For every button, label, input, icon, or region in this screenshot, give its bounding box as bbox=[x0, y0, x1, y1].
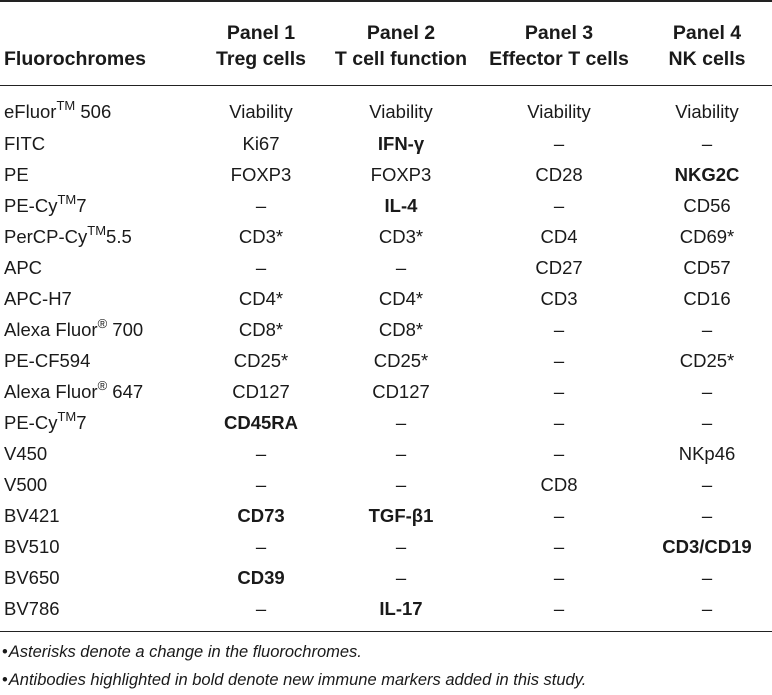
table-row bbox=[0, 315, 772, 346]
panel-2-marker: TGF-β1 bbox=[368, 505, 434, 526]
panel-4-marker: – bbox=[701, 319, 713, 340]
panel-1-marker: – bbox=[255, 536, 267, 557]
panel-2-marker: Viability bbox=[369, 101, 433, 122]
header-panel-1 bbox=[196, 1, 326, 85]
fluorochrome-name: BV786 bbox=[4, 598, 60, 619]
panel-3-marker: CD3 bbox=[540, 288, 578, 309]
panel-2-marker: CD3* bbox=[378, 226, 424, 247]
panel-1-marker: Ki67 bbox=[242, 133, 280, 154]
panel-1-marker: CD73 bbox=[237, 505, 285, 526]
panel-2-marker: CD8* bbox=[378, 319, 424, 340]
fluorochrome-name: FITC bbox=[4, 133, 46, 154]
fluorochrome-cell bbox=[0, 129, 196, 160]
fluorochrome-name: BV421 bbox=[4, 505, 60, 526]
panel-3-marker: Viability bbox=[527, 101, 591, 122]
trademark-superscript: TM bbox=[87, 223, 107, 238]
fluorochrome-suffix: 7 bbox=[76, 412, 87, 433]
fluorochrome-cell bbox=[0, 253, 196, 284]
fluorochrome-cell bbox=[0, 160, 196, 191]
panel-3-marker: CD8 bbox=[540, 474, 578, 495]
fluorochrome-suffix: 700 bbox=[107, 319, 144, 340]
fluorochrome-cell bbox=[0, 532, 196, 563]
panel-2-marker: CD127 bbox=[372, 381, 430, 402]
fluorochrome-name: PerCP-Cy bbox=[4, 226, 88, 247]
panel-4-marker: – bbox=[701, 505, 713, 526]
fluorochrome-cell bbox=[0, 191, 196, 222]
header-row bbox=[0, 1, 772, 85]
fluorochrome-cell bbox=[0, 470, 196, 501]
panel-2-marker: – bbox=[395, 567, 407, 588]
panel-1-marker: CD39 bbox=[237, 567, 285, 588]
panel-1-marker: CD25* bbox=[233, 350, 289, 371]
panel-2-marker: IL-4 bbox=[384, 195, 418, 216]
panel-4-marker: CD69* bbox=[679, 226, 735, 247]
table-body bbox=[0, 85, 772, 631]
panel-2-marker: CD4* bbox=[378, 288, 424, 309]
header-line2: Treg cells bbox=[216, 47, 306, 70]
panel-3-marker: – bbox=[553, 443, 565, 464]
panel-4-marker: CD3/CD19 bbox=[662, 536, 752, 557]
panel-1-marker: CD4* bbox=[238, 288, 284, 309]
fluorochrome-cell bbox=[0, 222, 196, 253]
panel-3-marker: – bbox=[553, 536, 565, 557]
header-panel-2 bbox=[326, 1, 476, 85]
fluorochrome-name: Alexa Fluor bbox=[4, 381, 98, 402]
panel-2-marker: – bbox=[395, 257, 407, 278]
fluorochrome-suffix: 7 bbox=[76, 195, 87, 216]
panel-4-marker: CD25* bbox=[679, 350, 735, 371]
footnote-asterisk: • Asterisks denote a change in the fluorochromes. bbox=[0, 638, 772, 666]
table-row bbox=[0, 470, 772, 501]
footnotes bbox=[0, 632, 772, 694]
table-row bbox=[0, 346, 772, 377]
trademark-superscript: ® bbox=[97, 316, 108, 331]
panel-4-marker: Viability bbox=[675, 101, 739, 122]
fluorochrome-suffix: 5.5 bbox=[106, 226, 132, 247]
panel-3-marker: – bbox=[553, 505, 565, 526]
panel-3-marker: – bbox=[553, 412, 565, 433]
trademark-superscript: TM bbox=[57, 409, 77, 424]
header-line1: Panel 1 bbox=[226, 21, 296, 44]
panel-1-marker: – bbox=[255, 443, 267, 464]
fluorochrome-name: PE-CF594 bbox=[4, 350, 91, 371]
header-line2: NK cells bbox=[668, 47, 746, 70]
fluorochrome-name: PE-Cy bbox=[4, 412, 58, 433]
panel-2-marker: CD25* bbox=[373, 350, 429, 371]
header-line1: Panel 3 bbox=[524, 21, 594, 44]
panel-2-marker: IL-17 bbox=[326, 594, 476, 632]
panel-1-marker: – bbox=[255, 474, 267, 495]
panel-4-marker: – bbox=[701, 567, 713, 588]
fluorochrome-cell bbox=[0, 408, 196, 439]
fluorochrome-cell bbox=[0, 563, 196, 594]
panel-3-marker: – bbox=[476, 594, 642, 632]
fluorochrome-name: BV650 bbox=[4, 567, 60, 588]
table-row bbox=[0, 439, 772, 470]
panel-3-marker: – bbox=[553, 381, 565, 402]
fluorochrome-cell bbox=[0, 346, 196, 377]
table-row bbox=[0, 191, 772, 222]
fluorochrome-cell bbox=[0, 501, 196, 532]
panel-4-marker: CD57 bbox=[683, 257, 731, 278]
panel-1-marker: CD127 bbox=[232, 381, 290, 402]
panel-3-marker: – bbox=[553, 195, 565, 216]
table-row bbox=[0, 129, 772, 160]
panel-3-marker: – bbox=[553, 319, 565, 340]
fluorochrome-cell bbox=[0, 377, 196, 408]
header-panel-4 bbox=[642, 1, 772, 85]
fluorochrome-suffix: 506 bbox=[75, 101, 112, 122]
table-header bbox=[0, 1, 772, 85]
panel-4-marker: – bbox=[701, 412, 713, 433]
panel-3-marker: – bbox=[553, 350, 565, 371]
header-line1: Panel 2 bbox=[366, 21, 436, 44]
fluorochrome-name: Alexa Fluor bbox=[4, 319, 98, 340]
table-row bbox=[0, 594, 772, 632]
table-row bbox=[0, 563, 772, 594]
fluorochrome-cell bbox=[0, 439, 196, 470]
panel-3-marker: CD27 bbox=[535, 257, 583, 278]
table-row bbox=[0, 85, 772, 129]
trademark-superscript: TM bbox=[57, 192, 77, 207]
panel-1-marker: – bbox=[196, 594, 326, 632]
panel-2-marker: – bbox=[395, 412, 407, 433]
panel-1-marker: Viability bbox=[229, 101, 293, 122]
panel-2-marker: – bbox=[395, 443, 407, 464]
header-line2: Effector T cells bbox=[489, 47, 629, 70]
table-row bbox=[0, 222, 772, 253]
panel-1-marker: – bbox=[255, 257, 267, 278]
fluorochrome-suffix: 647 bbox=[107, 381, 144, 402]
panel-1-marker: CD45RA bbox=[223, 412, 299, 433]
header-fluorochromes bbox=[0, 1, 196, 85]
table-row bbox=[0, 377, 772, 408]
panel-2-marker: – bbox=[395, 474, 407, 495]
panel-4-marker: CD56 bbox=[683, 195, 731, 216]
panel-4-marker: NKp46 bbox=[678, 443, 736, 464]
header-panel-3 bbox=[476, 1, 642, 85]
trademark-superscript: ® bbox=[97, 378, 108, 393]
table-row bbox=[0, 284, 772, 315]
panel-3-marker: CD4 bbox=[540, 226, 578, 247]
fluorochrome-name: eFluor bbox=[4, 101, 57, 122]
panel-2-marker: IFN-γ bbox=[377, 133, 425, 154]
header-line2: T cell function bbox=[334, 47, 468, 70]
fluorochrome-cell bbox=[0, 85, 196, 129]
fluorochrome-name: V500 bbox=[4, 474, 48, 495]
panel-1-marker: – bbox=[255, 195, 267, 216]
fluorochrome-name: APC-H7 bbox=[4, 288, 72, 309]
panel-3-marker: – bbox=[553, 567, 565, 588]
table-row bbox=[0, 253, 772, 284]
panel-4-marker: – bbox=[701, 381, 713, 402]
panel-1-marker: CD3* bbox=[238, 226, 284, 247]
panel-4-marker: NKG2C bbox=[674, 164, 740, 185]
fluorochrome-name: V450 bbox=[4, 443, 48, 464]
panel-2-marker: – bbox=[395, 536, 407, 557]
panel-3-marker: – bbox=[553, 133, 565, 154]
table-row bbox=[0, 532, 772, 563]
panel-1-marker: CD8* bbox=[238, 319, 284, 340]
panel-2-marker: FOXP3 bbox=[370, 164, 432, 185]
fluorochrome-name: PE-Cy bbox=[4, 195, 58, 216]
fluorochrome-name: BV510 bbox=[4, 536, 60, 557]
fluorochrome-cell bbox=[0, 594, 196, 632]
panel-4-marker: – bbox=[642, 594, 772, 632]
table-row bbox=[0, 408, 772, 439]
panel-1-marker: FOXP3 bbox=[230, 164, 292, 185]
table-row bbox=[0, 160, 772, 191]
panel-4-marker: – bbox=[701, 474, 713, 495]
header-line1: Panel 4 bbox=[672, 21, 742, 44]
footnote-bold: • Antibodies highlighted in bold denote new immune markers added in this study. bbox=[0, 666, 772, 694]
table-row bbox=[0, 501, 772, 532]
trademark-superscript: TM bbox=[56, 98, 76, 113]
fluorochrome-name: APC bbox=[4, 257, 43, 278]
fluorochrome-cell bbox=[0, 284, 196, 315]
header-line2: Fluorochromes bbox=[4, 47, 146, 70]
panel-4-marker: CD16 bbox=[683, 288, 731, 309]
panel-3-marker: CD28 bbox=[535, 164, 583, 185]
panel-4-marker: – bbox=[701, 133, 713, 154]
fluorochrome-cell bbox=[0, 315, 196, 346]
fluorochrome-name: PE bbox=[4, 164, 29, 185]
